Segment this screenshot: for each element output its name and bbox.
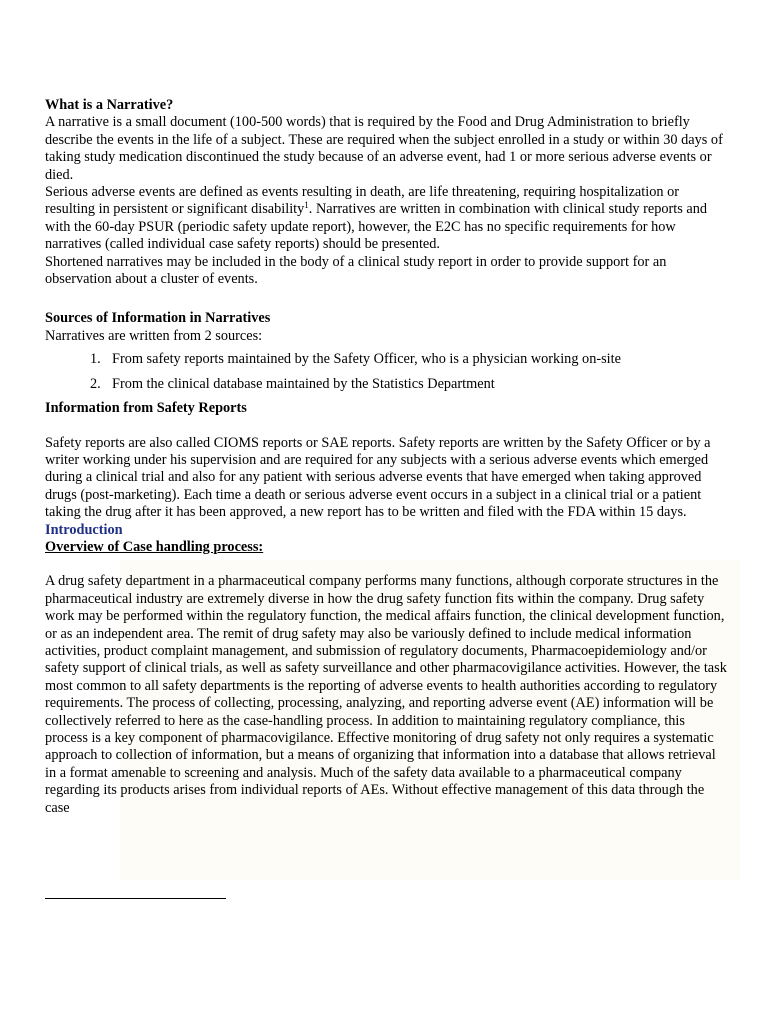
list-item (45, 376, 727, 393)
document-content (45, 97, 727, 817)
introduction-heading: Introduction (45, 521, 123, 538)
safety-reports-paragraph: Safety reports are also called CIOMS reports or SAE reports. Safety reports are written by the Safety Officer or by a writer working under his supervision and are required for any subjects with a serious adverse events which emerged during a clinical trial and also for any patient with serious adverse events that have emerged when taking approved drugs (post-marketing). Each time a death or serious adverse event occurs in a subject in a clinical trial or a patient taking the drug after it has been approved, a new report has to be written and filed with the FDA within 15 days. (45, 434, 711, 521)
list-item-number: 2. (90, 375, 101, 392)
list-item (45, 351, 727, 368)
narrative-paragraph-1: A narrative is a small document (100-500 words) that is required by the Food and Drug Administration to briefly describe the events in the life of a subject. These are required when the subject enrolled in a study or within 30 days of taking study medication discontinued the study because of an adverse event, had 1 or more serious adverse events or died. (45, 114, 723, 183)
narrative-paragraph-2-text-a: Serious adverse events are defined as events resulting in death, are life threatening, requiring hospitalization or resulting in persistent or significant disability (45, 184, 680, 218)
footnote-separator (45, 898, 226, 899)
footnote-reference: 1 (304, 200, 309, 211)
overview-paragraph: A drug safety department in a pharmaceutical company performs many functions, although corporate structures in the pharmaceutical industry are extremely diverse in how the drug safety function fits within the company. Drug safety work may be performed within the regulatory function, the medical affairs function, the clinical development function, or as an independent area. The remit of drug safety may also be variously defined to include medical information activities, product complaint management, and submission of regulatory documents, Pharmacoepidemiology and/or safety support of clinical trials, as well as safety surveillance and other pharmacovigilance activities. However, the task most common to all safety departments is the reporting of adverse events to health authorities according to regulatory requirements. The process of collecting, processing, analyzing, and reporting adverse event (AE) information will be collectively referred to here as the case-handling process. In addition to maintaining regulatory compliance, this process is a key component of pharmacovigilance. Effective monitoring of drug safety not only requires a systematic approach to collection of information, but a means of organizing that information into a database that allows retrieval in a format amenable to screening and analysis. Much of the safety data available to a pharmaceutical company regarding its products arises from individual reports of AEs. Without effective management of this data through the case (45, 573, 727, 816)
narrative-paragraph-3: Shortened narratives may be included in the body of a clinical study report in order to provide support for an observation about a cluster of events. (45, 253, 667, 288)
narrative-heading: What is a Narrative? (45, 97, 174, 113)
list-item-number: 1. (90, 351, 101, 368)
sources-list (45, 351, 727, 393)
sources-intro: Narratives are written from 2 sources: (45, 327, 263, 344)
list-item-text: From the clinical database maintained by the Statistics Department (112, 375, 495, 392)
narrative-paragraph-2-text-b: . Narratives are written in combination with clinical study reports and with the 60-day PSUR (periodic safety update report), however, the E2C has no specific requirements for how narratives (called individual case safety reports) should be presented. (45, 201, 708, 253)
narrative-paragraph-2 (45, 184, 727, 254)
safety-reports-heading: Information from Safety Reports (45, 400, 247, 417)
list-item-text: From safety reports maintained by the Safety Officer, who is a physician working on-site (112, 351, 621, 368)
overview-heading: Overview of Case handling process: (45, 538, 264, 555)
sources-heading: Sources of Information in Narratives (45, 310, 271, 327)
